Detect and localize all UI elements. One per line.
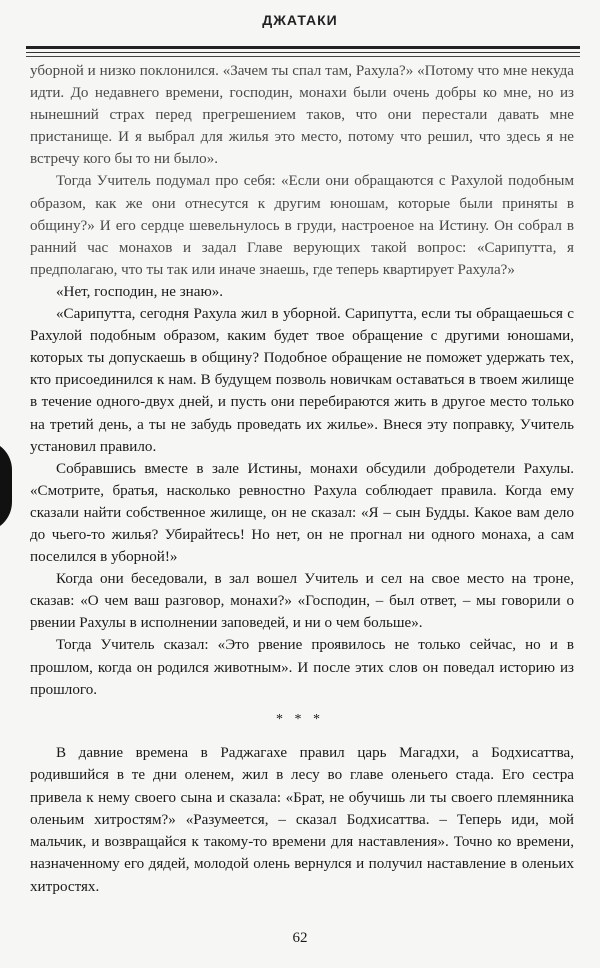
paragraph: Тогда Учитель сказал: «Это рвение проявилось не только сейчас, но и в прошлом, когда он родился животным». И после этих слов он поведал историю из прошлого. [30,637,574,698]
paragraph: «Сарипутта, сегодня Рахула жил в уборной. Сарипутта, если ты обращаешься с Рахулой подобным образом, каким будет твое обращение с другими юношами, которых ты допускаешь в общину? Подобное обращение не поможет удержать тех, кто присоединился к нам. В будущем позволь новичкам оставаться в твоем жилище в течение одного-двух дней, и пусть они перебираются жить в другое место только на третий день, а ты не забудь проведать их жилье». Внеся эту поправку, Учитель установил правило. [30,306,574,455]
paragraph: «Нет, господин, не знаю». [56,283,224,300]
paragraph: уборной и низко поклонился. «Зачем ты спал там, Рахула?» «Потому что мне некуда идти. До недавнего времени, господин, монахи были очень добры ко мне, но из нынешний страх перед прегрешением таков, что они перестали давать мне пристанище. И я выбрал для жилья это место, потому что решил, что здесь я не встречу кого бы то ни было». [30,63,574,168]
paragraph: Тогда Учитель подумал про себя: «Если они обращаются с Рахулой подобным образом, как же они отнесутся к другим юношам, которые были приняты в общину?» И его сердце шевельнулось в груди, настроеное на Истину. Он собрал в ранний час монахов и задал Главе верующих такой вопрос: «Сарипутта, я предполагаю, что ты так или иначе знаешь, где теперь квартирует Рахула?» [30,173,574,278]
section-separator: * * * [276,712,324,727]
body-text-part-1 [30,60,574,701]
body-text-part-2 [30,742,574,898]
paragraph: Собравшись вместе в зале Истины, монахи обсудили добродетели Рахулы. «Смотрите, братья, насколько ревностно Рахула соблюдает правила. Когда ему сказали найти собственное жилище, он не сказал: «Я – сын Будды. Какое вам дело до чьего-то жилья? Убирайтесь! Но нет, он не прогнал ни одного монаха, а сам поселился в уборной!» [30,460,574,566]
page-number: 62 [292,930,308,946]
paragraph: Когда они беседовали, в зал вошел Учитель и сел на свое место на троне, сказав: «О чем ваш разговор, монахи?» «Господин, – был ответ, – мы говорили о рвении Рахулы в исполнении заповедей, и ни о чем больше». [30,571,574,632]
header-rule-thick [26,46,580,49]
header-rule-thin [26,52,580,53]
paragraph: В давние времена в Раджагахе правил царь Магадхи, а Бодхисаттва, родившийся в те дни оленем, жил в лесу во главе оленьего стада. Его сестра привела к нему своего сына и сказала: «Брат, не обучишь ли ты своего племянника оленьим хитростям?» «Разумеется, – сказал Бодхисаттва. – Теперь иди, мой мальчик, и возвращайся к такому-то времени для наставления». Точно ко времени, назначенному его дядей, молодой олень вернулся и получил наставление в оленьих хитростях. [30,745,574,895]
page-edge-shadow [0,440,12,532]
header-rule-thin-2 [26,56,580,57]
running-header: ДЖАТАКИ [262,12,338,28]
